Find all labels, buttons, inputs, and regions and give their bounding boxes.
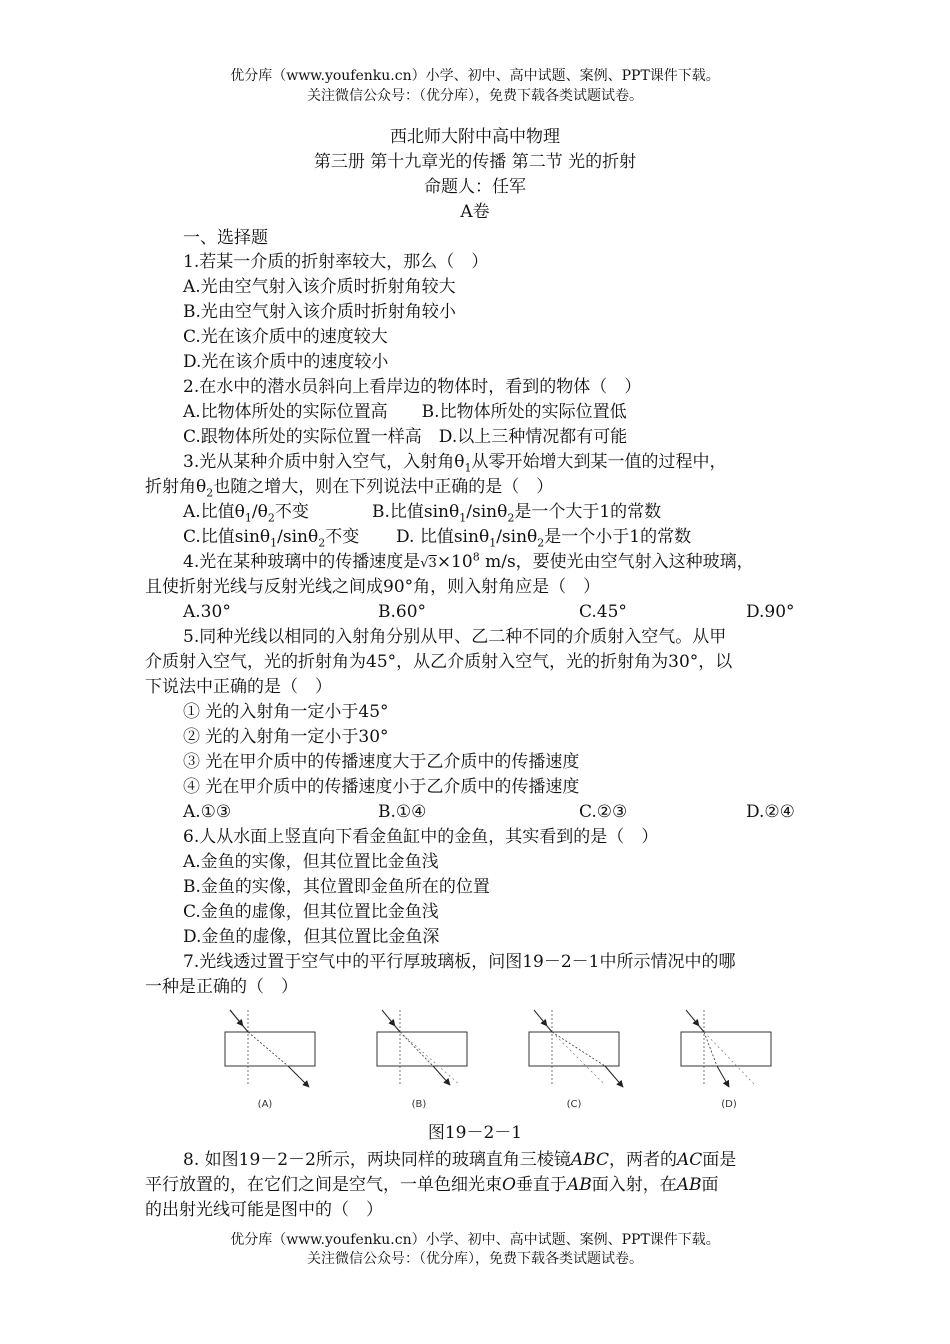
school-title: 西北师大附中高中物理	[390, 127, 560, 147]
q6-option-d: D.金鱼的虚像，但其位置比金鱼深	[183, 927, 440, 947]
q5-statement-2: ② 光的入射角一定小于30°	[183, 727, 389, 747]
chapter-title: 第三册 第十九章光的传播 第二节 光的折射	[313, 152, 637, 172]
q3-stem-line2: 折射角$\theta_2$也随之增大，则在下列说法中正确的是（ ）	[145, 477, 554, 500]
author-line: 命题人：任军	[424, 177, 526, 197]
q8-stem-line2: 平行放置的，在它们之间是空气，一单色细光束O垂直于AB面入射，在AB面	[145, 1175, 719, 1195]
diagram-label-b: (B)	[411, 1099, 427, 1110]
q5-statement-1: ① 光的入射角一定小于45°	[183, 702, 389, 722]
q8-stem-line1: 8. 如图19－2－2所示，两块同样的玻璃直角三棱镜ABC，两者的AC面是	[183, 1150, 737, 1170]
q3-option-a: A.比值$\theta_1/\theta_2$不变	[183, 502, 309, 525]
q8-stem-line3: 的出射光线可能是图中的（ ）	[145, 1200, 383, 1220]
diagram-label-c: (C)	[566, 1099, 582, 1110]
q4-option-a: A.30°	[183, 602, 231, 622]
paper-label: A卷	[460, 202, 490, 222]
q5-option-c: C.②③	[579, 802, 628, 822]
section-heading: 一、选择题	[183, 228, 268, 248]
q4-stem-line1: 4.光在某种玻璃中的传播速度是$√3\times 10^8$ m/s，要使光由空气射入这种玻璃，	[183, 550, 754, 572]
diagram-label-d: (D)	[721, 1099, 737, 1110]
q5-stem-line2: 介质射入空气，光的折射角为45°，从乙介质射入空气，光的折射角为30°，以	[145, 652, 733, 672]
q2-stem: 2.在水中的潜水员斜向上看岸边的物体时，看到的物体（ ）	[183, 377, 642, 397]
footer-line-1: 优分库（www.youfenku.cn）小学、初中、高中试题、案例、PPT课件下载。	[230, 1232, 720, 1248]
q4-option-c: C.45°	[579, 602, 627, 622]
q4-stem-line2: 且使折射光线与反射光线之间成90°角，则入射角应是（ ）	[145, 577, 601, 597]
q5-option-d: D.②④	[746, 802, 795, 822]
q5-statement-3: ③ 光在甲介质中的传播速度大于乙介质中的传播速度	[183, 752, 580, 772]
sqrt-symbol: √3	[420, 556, 437, 571]
q3-option-d: D. 比值sinθ$_1$/sinθ$_2$是一个小于1的常数	[396, 527, 692, 550]
q1-stem: 1.若某一介质的折射率较大，那么（ ）	[183, 252, 489, 272]
q1-option-c: C.光在该介质中的速度较大	[183, 327, 388, 347]
header-line-1: 优分库（www.youfenku.cn）小学、初中、高中试题、案例、PPT课件下载。	[230, 68, 720, 84]
figure-caption: 图19－2－1	[427, 1123, 523, 1143]
diagram-d	[681, 1010, 771, 1087]
q1-option-a: A.光由空气射入该介质时折射角较大	[183, 277, 456, 297]
header-line-2: 关注微信公众号：（优分库），免费下载各类试题试卷。	[307, 88, 643, 104]
diagram-b	[377, 1010, 467, 1085]
q1-option-b: B.光由空气射入该介质时折射角较小	[183, 302, 456, 322]
q6-option-a: A.金鱼的实像，但其位置比金鱼浅	[183, 852, 439, 872]
q6-option-c: C.金鱼的虚像，但其位置比金鱼浅	[183, 902, 439, 922]
q2-options-cd: C.跟物体所处的实际位置一样高 D.以上三种情况都有可能	[183, 427, 628, 447]
q3-option-b: B.比值sinθ$_1$/sinθ$_2$是一个大于1的常数	[372, 502, 662, 525]
q7-stem-line1: 7.光线透过置于空气中的平行厚玻璃板，问图19－2－1中所示情况中的哪	[183, 952, 736, 972]
q6-option-b: B.金鱼的实像，其位置即金鱼所在的位置	[183, 877, 490, 897]
q3-option-c: C.比值sinθ$_1$/sinθ$_2$不变	[183, 527, 360, 550]
footer-line-2: 关注微信公众号：（优分库），免费下载各类试题试卷。	[307, 1251, 643, 1267]
diagram-c	[529, 1010, 623, 1087]
q5-stem-line1: 5.同种光线以相同的入射角分别从甲、乙二种不同的介质射入空气。从甲	[183, 627, 727, 647]
figure-19-2-1	[205, 1005, 795, 1115]
q4-option-b: B.60°	[378, 602, 427, 622]
diagram-label-a: (A)	[257, 1099, 273, 1110]
q5-option-a: A.①③	[183, 802, 232, 822]
q7-stem-line2: 一种是正确的（ ）	[145, 977, 298, 997]
q2-options-ab: A.比物体所处的实际位置高 B.比物体所处的实际位置低	[183, 402, 627, 422]
q5-statement-4: ④ 光在甲介质中的传播速度小于乙介质中的传播速度	[183, 777, 580, 797]
diagram-a	[225, 1010, 315, 1087]
q6-stem: 6.人从水面上竖直向下看金鱼缸中的金鱼，其实看到的是（ ）	[183, 827, 659, 847]
q4-option-d: D.90°	[746, 602, 795, 622]
q5-option-b: B.①④	[378, 802, 427, 822]
q5-stem-line3: 下说法中正确的是（ ）	[145, 677, 332, 697]
q1-option-d: D.光在该介质中的速度较小	[183, 352, 389, 372]
q3-stem-line1: 3.光从某种介质中射入空气，入射角$\theta_1$从零开始增大到某一值的过程中，	[183, 452, 727, 475]
